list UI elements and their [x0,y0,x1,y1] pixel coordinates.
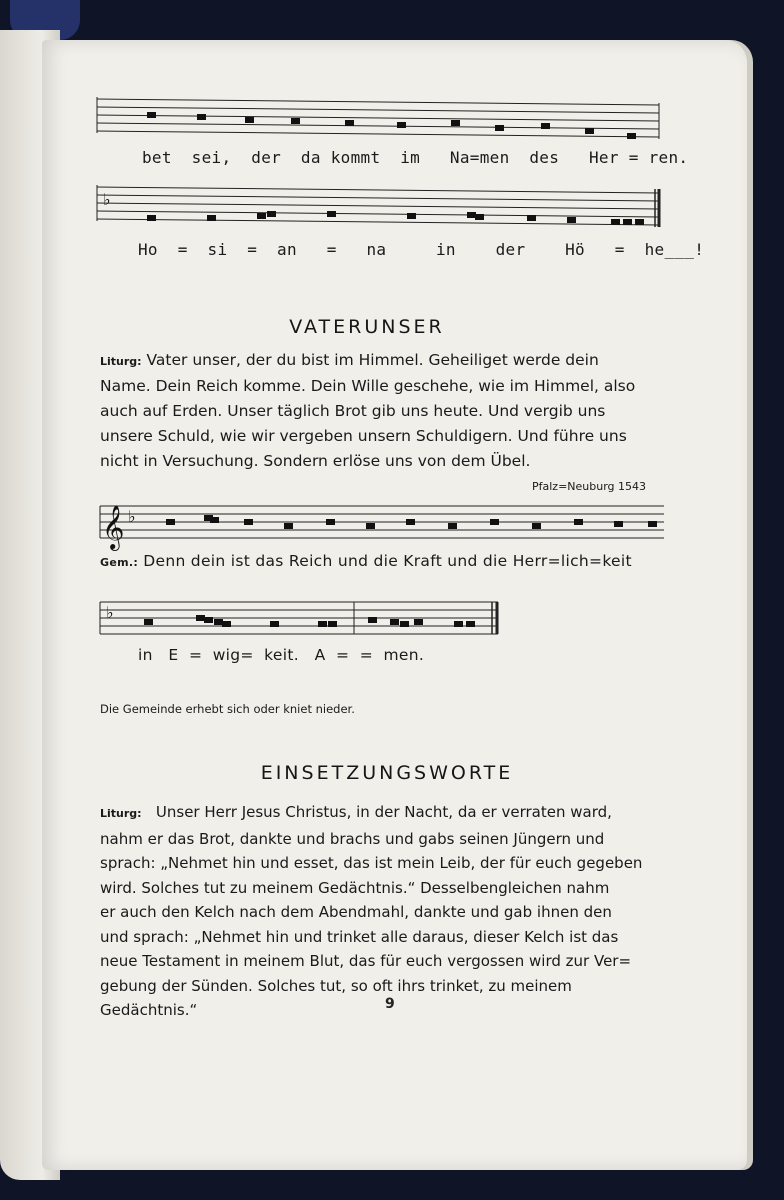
svg-text:𝄞: 𝄞 [102,505,125,549]
svg-text:♭: ♭ [103,190,111,209]
einsetzung-line-2: nahm er das Brot, dankte und brachs und gabs seinen Jüngern und [100,829,605,848]
einsetzung-line-1: Liturg: Unser Herr Jesus Christus, in der Nacht, da er verraten ward, [100,803,612,821]
vaterunser-line-4: unsere Schuld, wie wir vergeben unsern Schuldigern. Und führe uns [100,427,627,445]
staff-2-svg [97,185,667,235]
vaterunser-line-3: auch auf Erden. Unser täglich Brot gib uns heute. Und vergib uns [100,402,606,420]
vaterunser-line-2: Name. Dein Reich komme. Dein Wille geschehe, wie im Himmel, also [100,377,636,395]
music-staff-4 [100,598,510,648]
melody-source: Pfalz=Neuburg 1543 [532,480,647,493]
einsetzung-line-5: er auch den Kelch nach dem Abendmahl, dankte und gab ihnen den [100,903,612,921]
music-1-lyrics: bet sei, der da kommt im Na=men des Her = ren. [142,148,689,167]
staff-3-svg [100,500,670,550]
einsetzung-line-3: sprach: „Nehmet hin und esset, das ist mein Leib, der für euch gegeben [100,854,643,872]
page-number: 9 [385,996,395,1012]
music-staff-3 [100,500,670,550]
staff-1-svg [97,95,667,145]
music-staff-2 [97,185,667,235]
svg-text:♭: ♭ [128,507,136,526]
einsetzung-text [100,800,740,1023]
speaker-label: Liturg: [100,355,142,368]
music-staff-1 [97,95,667,145]
staff-4-svg [100,598,510,648]
rubric: Die Gemeinde erhebt sich oder kniet nieder. [100,702,355,716]
music-4-lyrics: in E = wig= keit. A = = men. [138,646,425,664]
vaterunser-text [100,348,720,474]
einsetzung-line-6: und sprach: „Nehmet hin und trinket alle daraus, dieser Kelch ist das [100,927,619,946]
einsetzung-line-8: gebung der Sünden. Solches tut, so oft ihrs trinket, zu meinem [100,976,572,995]
speaker-label-liturg: Liturg: [100,807,142,820]
einsetzung-line-4: wird. Solches tut zu meinem Gedächtnis.“ Desselbengleichen nahm [100,878,610,897]
svg-text:♭: ♭ [106,603,114,622]
section-title-einsetzungsworte: EINSETZUNGSWORTE [260,762,514,784]
speaker-label-gem: Gem.: [100,556,139,569]
section-title-vaterunser: VATERUNSER [289,316,445,338]
music-3-lyrics: Gem.: Denn dein ist das Reich und die Kraft und die Herr=lich=keit [100,552,632,570]
vaterunser-line-1: Liturg: Vater unser, der du bist im Himmel. Geheiliget werde dein [100,351,599,369]
vaterunser-line-5: nicht in Versuchung. Sondern erlöse uns von dem Übel. [100,452,531,470]
einsetzung-line-7: neue Testament in meinem Blut, das für euch vergossen wird zur Ver= [100,952,632,970]
einsetzung-line-9: Gedächtnis.“ [100,1001,198,1019]
music-2-lyrics: Ho = si = an = na in der Hö = he___! [138,240,705,259]
book-page [42,40,747,1170]
